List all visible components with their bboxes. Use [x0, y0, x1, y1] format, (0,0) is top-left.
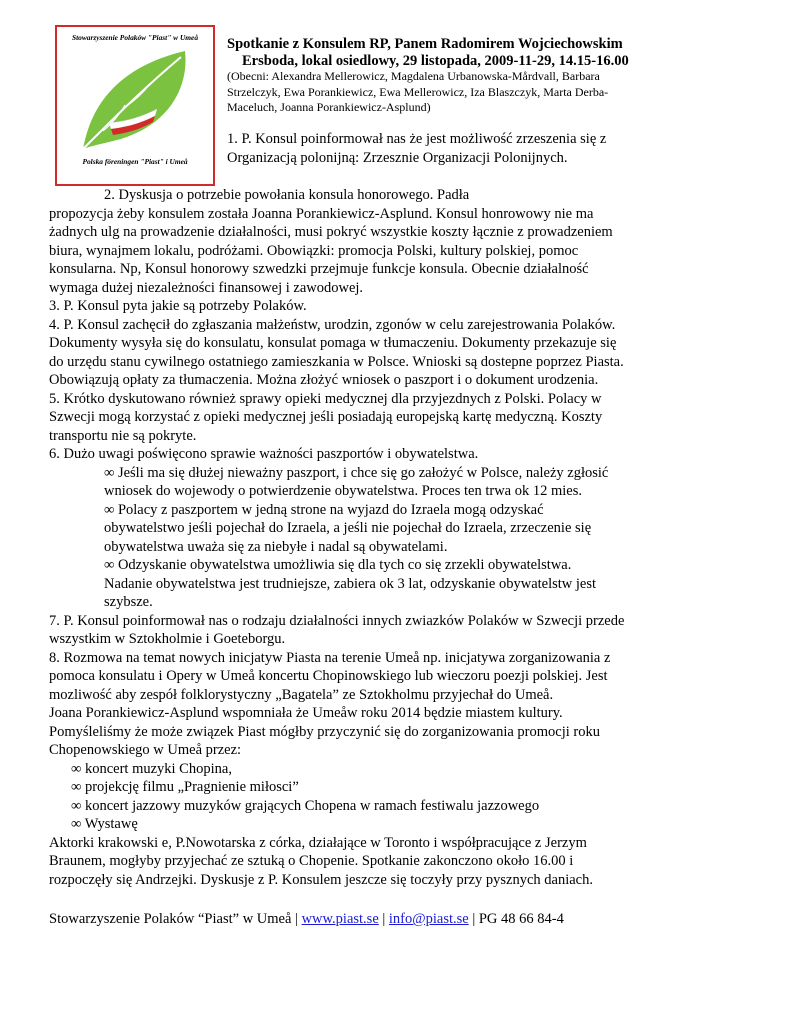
paragraph-line: Braunem, mogłyby przyjechać ze sztuką o Chopenie. Spotkanie zakonczono około 16.00 i: [49, 853, 574, 869]
bullet-line: ∞ Wystawę: [71, 816, 138, 832]
paragraph-line: Organizacją polonijną: Zrzesznie Organizacji Polonijnych.: [227, 149, 568, 166]
logo-top-text: Stowarzyszenie Polaków "Piast" w Umeå: [71, 33, 199, 42]
footer-org: Stowarzyszenie Polaków “Piast” w Umeå |: [49, 911, 302, 927]
paragraph-line: obywatelstwo jeśli pojechał do Izraela, a jeśli nie pojechał do Izraela, zrzeczenie się: [104, 520, 592, 536]
logo-bottom-text: Polska föreningen "Piast" i Umeå: [82, 157, 188, 166]
paragraph-line: żadnych ulg na prowadzenie działalności, musi pokryć wszystkie koszty łącznie z prowadzeniem: [49, 224, 613, 240]
paragraph-line: 7. P. Konsul poinformował nas o rodzaju działalności innych zwiazków Polaków w Szwecji przede: [49, 612, 625, 629]
attendees-line: Maceluch, Joanna Porankiewicz-Asplund): [227, 100, 431, 114]
paragraph-line: propozycja żeby konsulem została Joanna Porankiewicz-Asplund. Konsul honrowowy nie ma: [49, 205, 594, 222]
leaf-icon: [73, 45, 197, 155]
paragraph-line: 4. P. Konsul zachęcił do zgłaszania małżeństw, urodzin, zgonów w celu zarejestrowania Polaków.: [49, 316, 616, 333]
attendees-list: [227, 69, 647, 116]
document-header: [227, 36, 697, 70]
paragraph-line: biura, wynajmem lokalu, podróżami. Obowiązki: promocja Polski, kultury polskiej, pomoc: [49, 242, 579, 259]
attendees-line: Strzelczyk, Ewa Porankiewicz, Ewa Mellerowicz, Iza Blaszczyk, Marta Derba-: [227, 84, 609, 99]
paragraph-line: 2. Dyskusja o potrzebie powołania konsula honorowego. Padła: [104, 187, 470, 203]
paragraph-line: Nadanie obywatelstwa jest trudniejsze, zabiera ok 3 lat, odzyskanie obywatelstw jest: [104, 575, 597, 592]
paragraph-line: do urzędu stanu cywilnego ostatniego zamieszkania w Polsce. Wnioski są dostepne poprzez Piasta.: [49, 353, 624, 370]
paragraph-line: Aktorki krakowski e, P.Nowotarska z córka, działające w Toronto i współpracujące z Jerzym: [49, 834, 587, 851]
association-logo: [55, 25, 215, 186]
paragraph-line: szybsze.: [104, 594, 153, 610]
bullet-line: ∞ Polacy z paszportem w jedną strone na wyjazd do Izraela mogą odzyskać: [104, 501, 544, 518]
paragraph-line: Obowiązują opłaty za tłumaczenia. Można złożyć wniosek o paszport i o dokument urodzenia.: [49, 372, 599, 388]
paragraph-line: Joana Porankiewicz-Asplund wspomniała że Umeåw roku 2014 będzie miastem kultury.: [49, 705, 563, 721]
bullet-line: ∞ koncert jazzowy muzyków grających Chopena w ramach festiwalu jazzowego: [71, 797, 540, 814]
attendees-line: (Obecni: Alexandra Mellerowicz, Magdalena Urbanowska-Mårdvall, Barbara: [227, 69, 600, 83]
paragraph-line: wymaga dużej niezależności finansowej i zawodowej.: [49, 279, 364, 296]
paragraph-line: 8. Rozmowa na temat nowych inicjatyw Piasta na terenie Umeå np. inicjatywa zorganizowania z: [49, 649, 611, 666]
bullet-line: ∞ projekcję filmu „Pragnienie miłosci”: [71, 779, 299, 795]
point-1: [227, 130, 687, 167]
paragraph-line: transportu nie są pokryte.: [49, 427, 197, 444]
paragraph-line: Chopenowskiego w Umeå przez:: [49, 742, 242, 758]
paragraph-line: wniosek do wojewody o potwierdzenie obywatelstwa. Proces ten trwa ok 12 mies.: [104, 483, 582, 499]
meeting-location-date: Ersboda, lokal osiedlowy, 29 listopada, 2009-11-29, 14.15-16.00: [242, 53, 629, 69]
paragraph-line: 6. Dużo uwagi poświęcono sprawie ważności paszportów i obywatelstwa.: [49, 446, 479, 462]
bullet-line: ∞ koncert muzyki Chopina,: [71, 760, 232, 777]
footer-separator: |: [378, 911, 389, 927]
paragraph-line: Dokumenty wysyła się do konsulatu, konsulat pomaga w tłumaczeniu. Dokumenty przekazuje się: [49, 335, 617, 351]
paragraph-line: Szwecji mogą korzystać z opieki medycznej jeśli posiadają europejską kartę medyczną. Koszty: [49, 409, 603, 425]
paragraph-line: mozliwość aby zespół folklorystyczny „Bagatela” ze Sztokholmu przyjechał do Umeå.: [49, 686, 554, 703]
website-link[interactable]: www.piast.se: [301, 911, 379, 927]
footer-bank-account: | PG 48 66 84-4: [468, 911, 564, 927]
paragraph-line: Pomyśleliśmy że może związek Piast mógłby przyczynić się do zorganizowania promocji roku: [49, 723, 600, 740]
paragraph-line: rozpoczęły się Andrzejki. Dyskusje z P. Konsulem jeszcze się toczyły przy pysznych daniach.: [49, 871, 593, 888]
paragraph-line: konsularna. Np, Konsul honorowy szwedzki przejmuje funkcje konsula. Obecnie działalność: [49, 261, 589, 277]
bullet-line: ∞ Odzyskanie obywatelstwa umożliwia się dla tych co się zrzekli obywatelstwa.: [104, 557, 572, 573]
bullet-line: ∞ Jeśli ma się dłużej nieważny paszport, i chce się go założyć w Polsce, należy zgłosić: [104, 464, 609, 481]
document-body: [49, 186, 749, 889]
footer: [49, 911, 564, 928]
paragraph-line: 3. P. Konsul pyta jakie są potrzeby Polaków.: [49, 298, 307, 314]
paragraph-line: wszystkim w Sztokholmie i Goeteborgu.: [49, 631, 286, 647]
meeting-title: Spotkanie z Konsulem RP, Panem Radomirem Wojciechowskim: [227, 36, 623, 52]
paragraph-line: 1. P. Konsul poinformował nas że jest możliwość zrzeszenia się z: [227, 131, 607, 147]
email-link[interactable]: info@piast.se: [388, 911, 469, 927]
paragraph-line: 5. Krótko dyskutowano również sprawy opieki medycznej dla przyjezdnych z Polski. Polacy w: [49, 390, 602, 407]
paragraph-line: obywatelstwa uważa się za niebyłe i nadal są obywatelami.: [104, 538, 448, 555]
paragraph-line: pomoca konsulatu i Opery w Umeå koncertu Chopinowskiego lub wieczoru poezji polskiej. Jest: [49, 668, 608, 684]
